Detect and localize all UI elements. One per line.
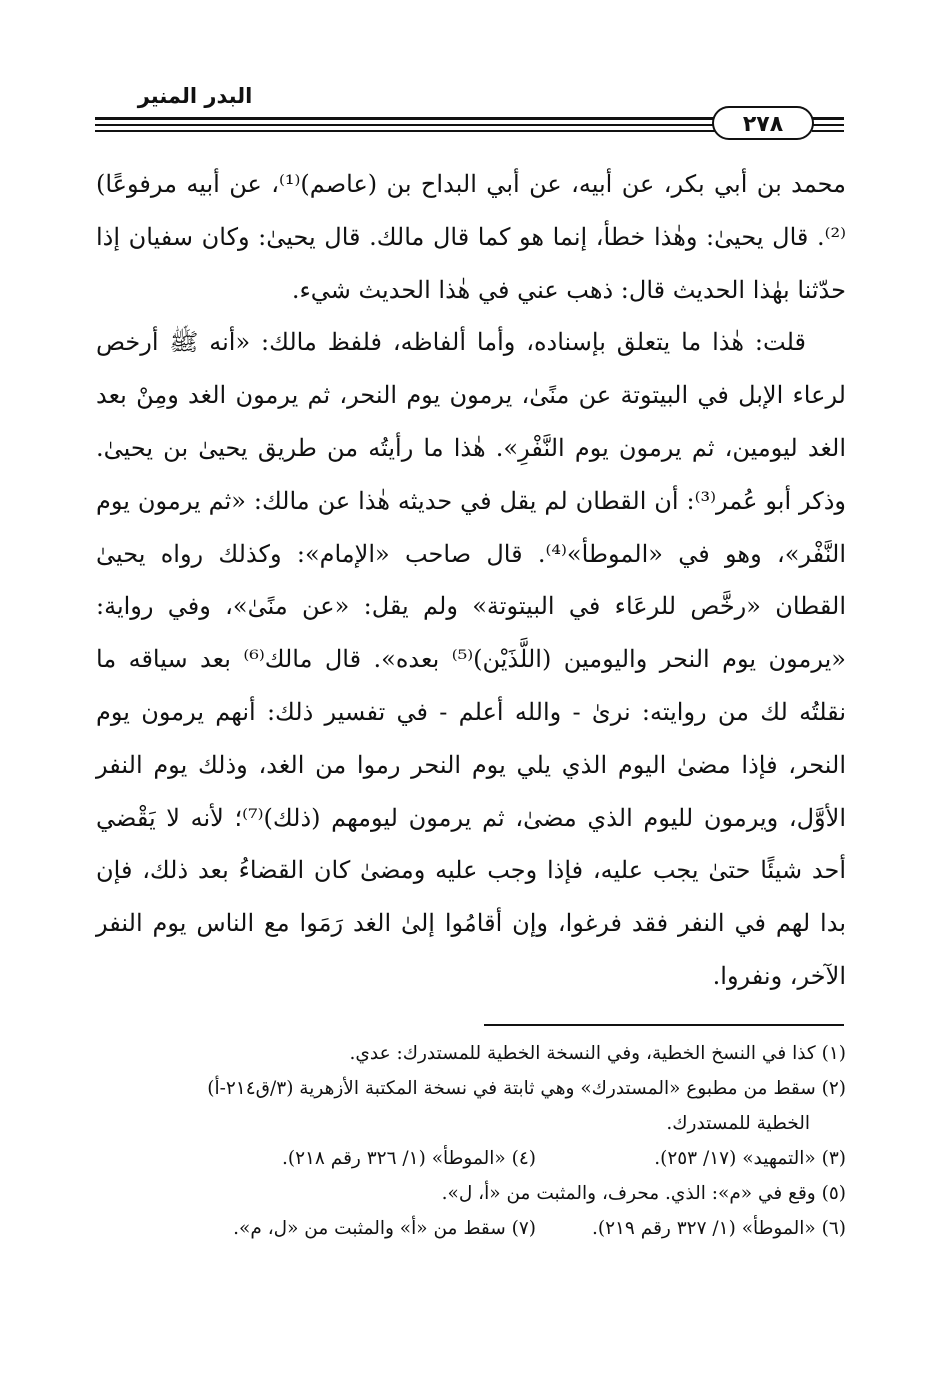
- footnotes: [96, 1036, 846, 1246]
- footnote-3: (٣) «التمهيد» (١٧/ ٢٥٣).: [654, 1148, 846, 1169]
- footnote-2: (٢) سقط من مطبوع «المستدرك» وهي ثابتة في نسخة المكتبة الأزهرية (٣/ق٢١٤-أ): [207, 1078, 846, 1099]
- paragraph-1: محمد بن أبي بكر، عن أبيه، عن أبي البداح بن (عاصم)⁽¹⁾، عن أبيه مرفوعًا)⁽²⁾. قال يحيىٰ: وهٰذا خطأ، إنما هو كما قال مالك. قال يحيىٰ: وكان سفيان إذا حدّثنا بهٰذا الحديث قال: ذهب عني في هٰذا الحديث شيء.: [96, 170, 846, 304]
- header-rule: [812, 130, 844, 132]
- main-text: [96, 158, 846, 1003]
- footnote-row-6-7: [96, 1211, 846, 1246]
- header-rule: [812, 117, 844, 120]
- header-rule: [812, 124, 844, 126]
- footnote-5: (٥) وقع في «م»: الذي. محرف، والمثبت من «أ، ل».: [441, 1183, 846, 1204]
- footnote-row-3-4: [96, 1141, 846, 1176]
- running-header-title: البدر المنير: [137, 84, 253, 108]
- page-number-badge: ٢٧٨: [712, 106, 814, 140]
- header-rule: [95, 130, 715, 132]
- footnote-4: (٤) «الموطأ» (١/ ٣٢٦ رقم ٢١٨).: [281, 1148, 536, 1169]
- footnote-6: (٦) «الموطأ» (١/ ٣٢٧ رقم ٢١٩).: [591, 1218, 846, 1239]
- footnote-2-continuation: الخطية للمستدرك.: [666, 1113, 810, 1134]
- paragraph-2: قلت: هٰذا ما يتعلق بإسناده، وأما ألفاظه، فلفظ مالك: «أنه ﷺ أرخص لرعاء الإبل في البيتوتة عن منًىٰ، يرمون يوم النحر، ثم يرمون الغد ومِنْ بعد الغد ليومين، ثم يرمون يوم النَّفْرِ». هٰذا ما رأيتُه من طريق يحيىٰ بن يحيىٰ. وذكر أبو عُمر⁽³⁾: أن القطان لم يقل في حديثه هٰذا عن مالك: «ثم يرمون يوم النَّفْر»، وهو في «الموطأ»⁽⁴⁾. قال صاحب «الإمام»: وكذلك رواه يحيىٰ القطان «رخَّص للرعَاء في البيتوتة» ولم يقل: «عن منًىٰ»، وفي رواية: «يرمون يوم النحر واليومين (اللَّذَيْن)⁽⁵⁾ بعده». قال مالك⁽⁶⁾ بعد سياقه ما نقلتُه لك من روايته: نرىٰ - والله أعلم - في تفسير ذلك: أنهم يرمون يوم النحر، فإذا مضىٰ اليوم الذي يلي يوم النحر رموا من الغد، وذلك يوم النفر الأوَّل، ويرمون لليوم الذي مضىٰ، ثم يرمون ليومهم (ذلك)⁽⁷⁾؛ لأنه لا يَقْضي أحد شيئًا حتىٰ يجب عليه، فإذا وجب عليه ومضىٰ كان القضاءُ بعد ذلك، فإن بدا لهم في النفر فقد فرغوا، وإن أقامُوا إلىٰ الغد رَمَوا مع الناس يوم النفر الآخر، ونفروا.: [96, 328, 846, 990]
- header-rule: [95, 124, 715, 126]
- header-rule: [95, 117, 715, 120]
- footnote-7: (٧) سقط من «أ» والمثبت من «ل، م».: [233, 1218, 536, 1239]
- footnote-separator: [484, 1024, 844, 1026]
- footnote-1: (١) كذا في النسخ الخطية، وفي النسخة الخطية للمستدرك: عدي.: [349, 1043, 846, 1064]
